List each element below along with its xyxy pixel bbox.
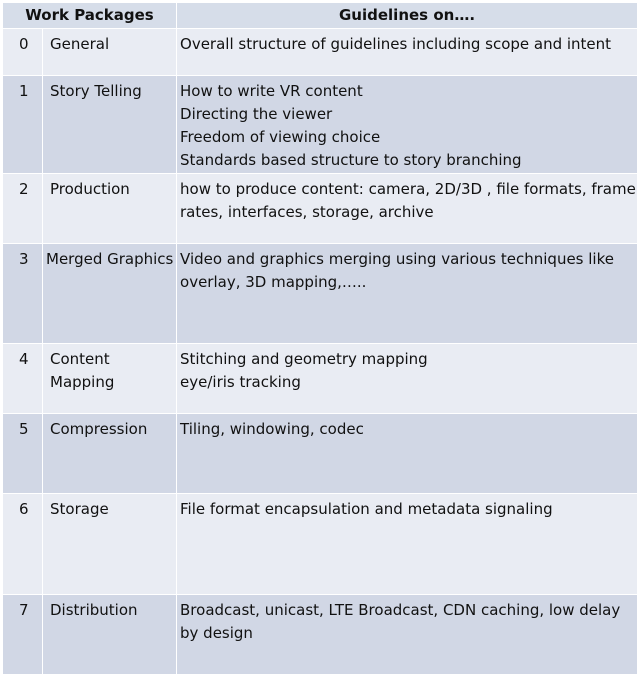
row-package: Story Telling [43,76,177,174]
row-number: 3 [3,244,43,344]
row-package: Storage [43,494,177,595]
guideline-line: Freedom of viewing choice [180,128,381,146]
row-guidelines [177,29,638,76]
table-row [3,595,638,675]
guideline-line: how to produce content: camera, 2D/3D , file formats, frame rates, interfaces, storage, archive [180,180,636,221]
guideline-line: Directing the viewer [180,105,333,123]
row-package: General [43,29,177,76]
table-row [3,29,638,76]
row-guidelines [177,344,638,414]
guideline-line: Overall structure of guidelines including scope and intent [180,35,612,53]
row-number: 0 [3,29,43,76]
row-number: 2 [3,174,43,244]
table-row [3,76,638,174]
row-number: 4 [3,344,43,414]
row-number: 5 [3,414,43,494]
guideline-line: How to write VR content [180,82,363,100]
table-row [3,494,638,595]
row-guidelines [177,595,638,675]
guideline-line: File format encapsulation and metadata signaling [180,500,553,518]
guideline-line: Standards based structure to story branching [180,151,522,169]
row-package: Distribution [43,595,177,675]
row-number: 1 [3,76,43,174]
guideline-line: Tiling, windowing, codec [180,420,364,438]
row-package: Merged Graphics [43,244,177,344]
header-guidelines: Guidelines on…. [177,3,638,29]
guideline-line: Video and graphics merging using various techniques like overlay, 3D mapping,….. [180,250,614,291]
table-row [3,174,638,244]
table-header-row [3,3,638,29]
row-guidelines [177,494,638,595]
row-guidelines [177,174,638,244]
table-row [3,244,638,344]
work-packages-table [2,2,638,675]
table-row [3,414,638,494]
guideline-line: eye/iris tracking [180,373,301,391]
row-number: 7 [3,595,43,675]
row-guidelines [177,244,638,344]
table-row [3,344,638,414]
guideline-line: Stitching and geometry mapping [180,350,428,368]
row-package: Compression [43,414,177,494]
row-guidelines [177,414,638,494]
row-guidelines [177,76,638,174]
header-work-packages: Work Packages [3,3,177,29]
row-number: 6 [3,494,43,595]
guideline-line: Broadcast, unicast, LTE Broadcast, CDN caching, low delay by design [180,601,621,642]
row-package: Production [43,174,177,244]
row-package: Content Mapping [43,344,177,414]
